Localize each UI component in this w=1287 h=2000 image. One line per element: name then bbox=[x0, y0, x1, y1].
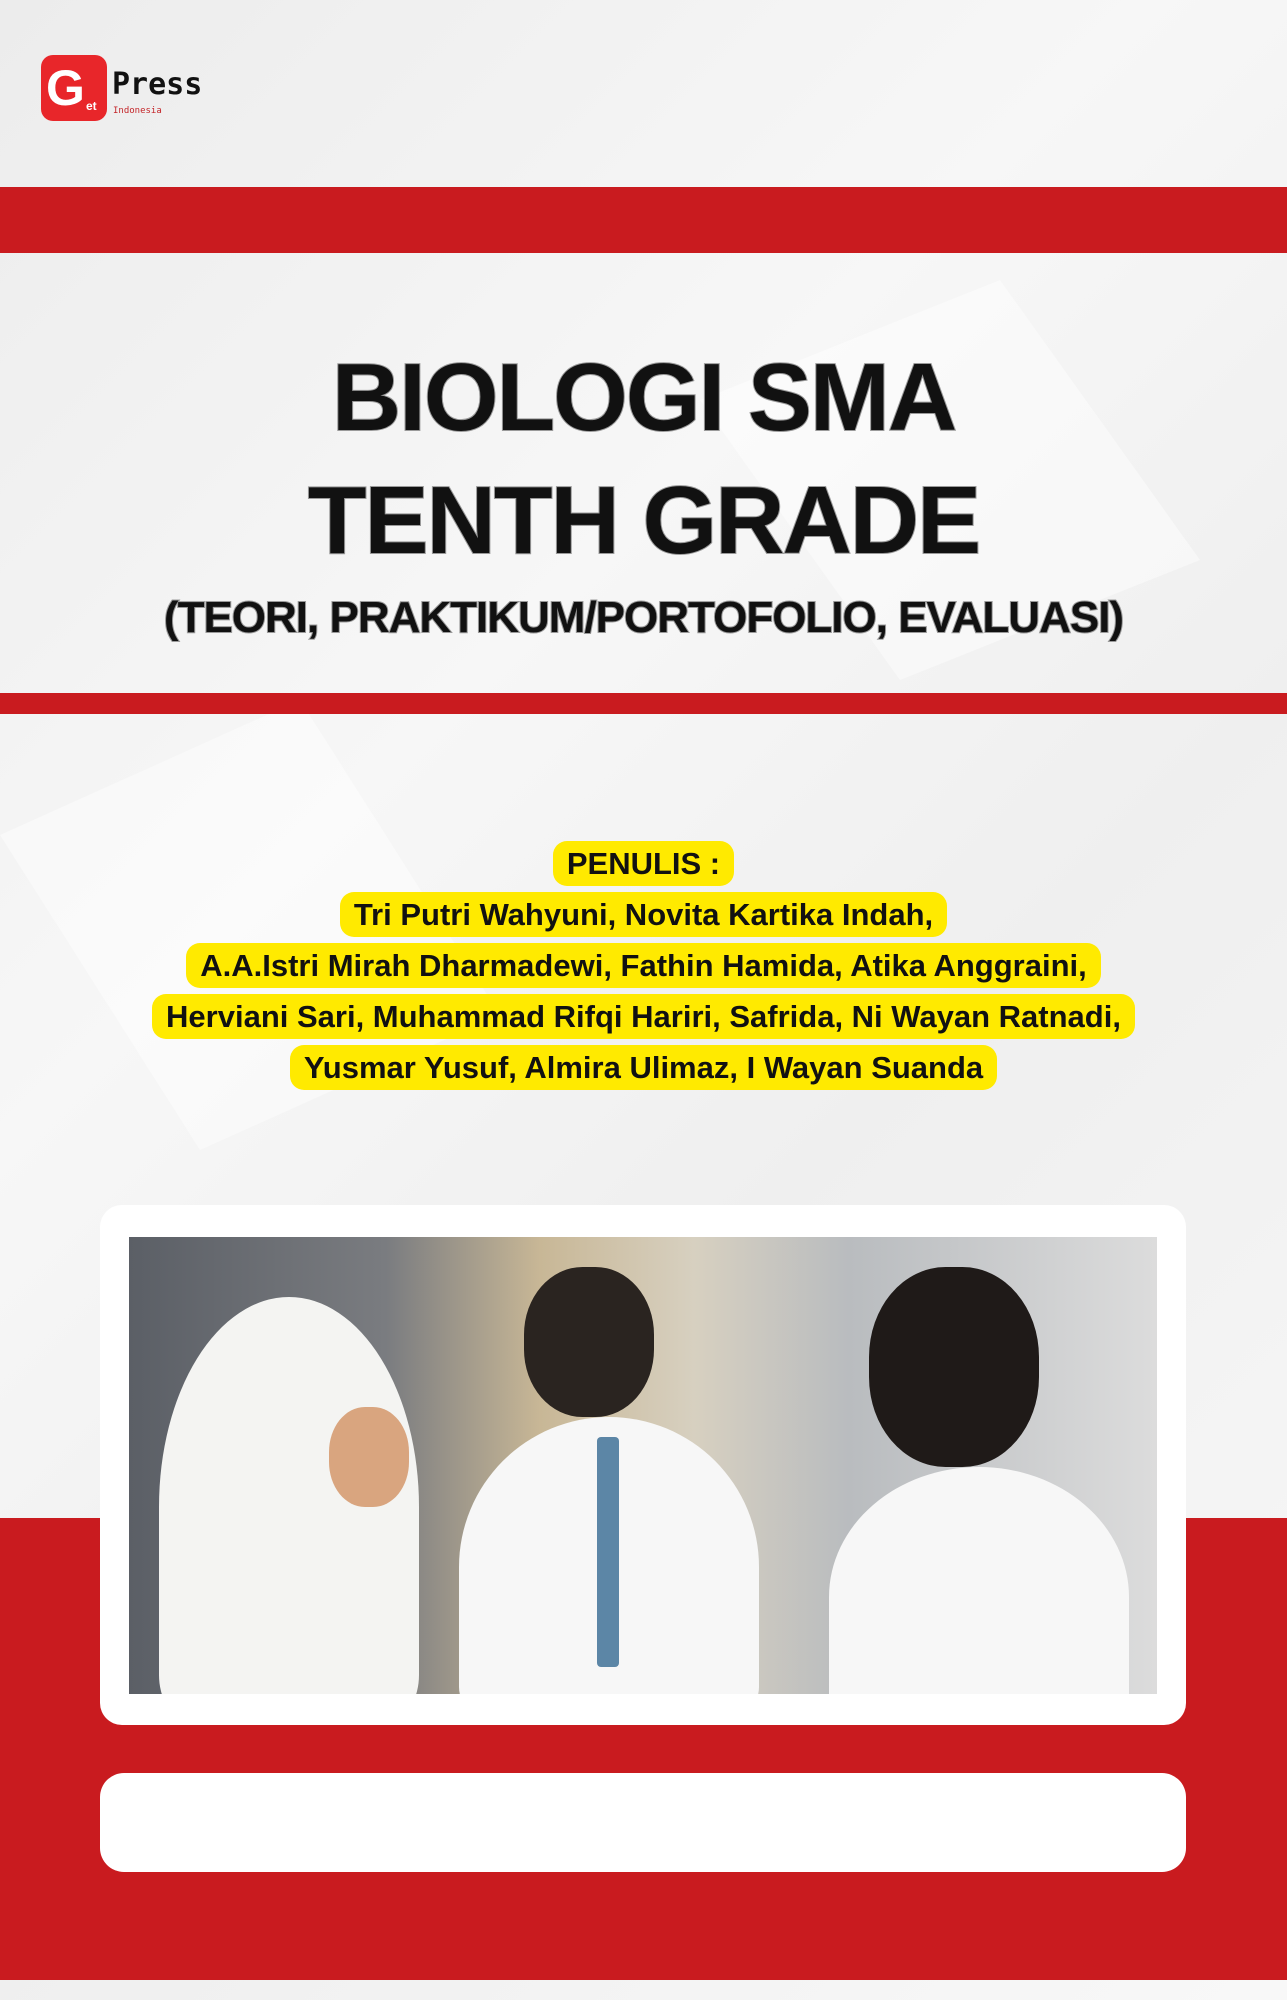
student-hair bbox=[869, 1267, 1039, 1467]
logo-small: et bbox=[86, 99, 97, 113]
subtitle: (TEORI, PRAKTIKUM/PORTOFOLIO, EVALUASI) bbox=[163, 593, 1124, 642]
student-hair bbox=[524, 1267, 654, 1417]
author-line: Tri Putri Wahyuni, Novita Kartika Indah, bbox=[340, 892, 947, 937]
author-line: Herviani Sari, Muhammad Rifqi Hariri, Safrida, Ni Wayan Ratnadi, bbox=[152, 994, 1135, 1039]
publisher-logo bbox=[41, 55, 107, 121]
white-label-box bbox=[100, 1773, 1186, 1872]
cover-photo bbox=[129, 1237, 1157, 1694]
title-line2: TENTH GRADE bbox=[307, 467, 980, 574]
authors-label: PENULIS : bbox=[553, 841, 734, 886]
student-figure bbox=[829, 1467, 1129, 1694]
author-line: A.A.Istri Mirah Dharmadewi, Fathin Hamida, Atika Anggraini, bbox=[186, 943, 1101, 988]
logo-letter: G bbox=[46, 60, 85, 116]
authors-block bbox=[0, 838, 1287, 1093]
red-band-middle bbox=[0, 693, 1287, 714]
title-line1: BIOLOGI SMA bbox=[331, 344, 956, 451]
student-face bbox=[329, 1407, 409, 1507]
author-line: Yusmar Yusuf, Almira Ulimaz, I Wayan Suanda bbox=[290, 1045, 997, 1090]
photo-frame bbox=[100, 1205, 1186, 1725]
publisher-sub: Indonesia bbox=[113, 106, 162, 116]
red-band-top bbox=[0, 187, 1287, 253]
student-tie bbox=[597, 1437, 619, 1667]
publisher-name: Press bbox=[112, 67, 203, 102]
